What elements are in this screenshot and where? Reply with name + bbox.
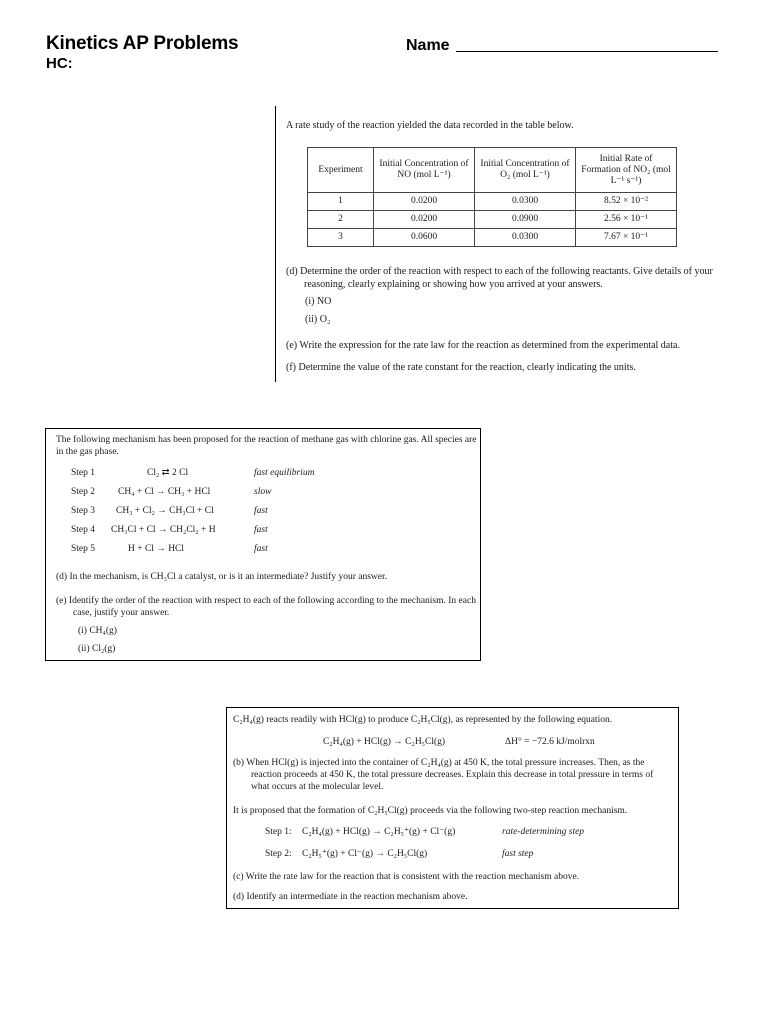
table-cell: 0.0300 [475, 193, 576, 211]
mechanism-intro: It is proposed that the formation of C₂H₅Cl(g) proceeds via the following two-step reaction mechanism. [233, 806, 628, 816]
header-rate: Initial Rate of Formation of NO₂ (mol L⁻¹ s⁻¹) [576, 148, 677, 193]
question-c: (c) Write the rate law for the reaction that is consistent with the reaction mechanism above. [233, 872, 580, 882]
question-e-part-ii: (ii) Cl₂(g) [78, 644, 116, 654]
problem-1-rate-study [275, 106, 716, 382]
step-equation: CH₃Cl + Cl → CH₂Cl₂ + H [111, 525, 216, 535]
question-d: (d) Identify an intermediate in the reaction mechanism above. [233, 892, 468, 902]
header-o2-concentration: Initial Concentration of O₂ (mol L⁻¹) [475, 148, 576, 193]
question-b-line2: reaction proceeds at 450 K, the total pressure decreases. Explain this decrease in total pressure in terms of [251, 770, 654, 780]
table-cell: 0.0900 [475, 211, 576, 229]
step-2-equation: C₂H₅⁺(g) + Cl⁻(g) → C₂H₅Cl(g) [302, 849, 428, 859]
step-2-speed: fast step [502, 849, 534, 859]
step-label: Step 4 [71, 525, 96, 535]
table-cell: 3 [308, 229, 374, 247]
reaction-equation: C₂H₄(g) + HCl(g) → C₂H₅Cl(g) [323, 737, 446, 747]
question-d-part-i: (i) NO [305, 296, 332, 307]
step-speed: fast [254, 544, 268, 554]
step-equation: CH₄ + Cl → CH₃ + HCl [118, 487, 211, 497]
question-f: (f) Determine the value of the rate constant for the reaction, clearly indicating the units. [286, 362, 636, 373]
name-label: Name [406, 37, 450, 54]
question-d: (d) In the mechanism, is CH₃Cl a catalyst, or is it an intermediate? Justify your answer. [56, 572, 387, 582]
question-b-line3: what occurs at the molecular level. [251, 782, 384, 792]
table-cell: 7.67 × 10⁻¹ [576, 229, 677, 247]
table-cell: 2.56 × 10⁻¹ [576, 211, 677, 229]
step-1-equation: C₂H₄(g) + HCl(g) → C₂H₅⁺(g) + Cl⁻(g) [302, 827, 456, 837]
step-speed: fast [254, 525, 268, 535]
step-speed: fast equilibrium [254, 468, 315, 478]
problem-3-intro: C₂H₄(g) reacts readily with HCl(g) to produce C₂H₅Cl(g), as represented by the following equation. [233, 715, 613, 725]
step-equation: Cl₂ ⇄ 2 Cl [147, 468, 189, 478]
table-cell: 8.52 × 10⁻² [576, 193, 677, 211]
question-e: (e) Write the expression for the rate law for the reaction as determined from the experimental data. [286, 340, 680, 351]
step-label: Step 2 [71, 487, 96, 497]
page-title: Kinetics AP Problems [46, 33, 239, 54]
step-label: Step 3 [71, 506, 96, 516]
header-no-concentration: Initial Concentration of NO (mol L⁻¹) [374, 148, 475, 193]
problem-2-intro-line1: The following mechanism has been proposed for the reaction of methane gas with chlorine gas. All species are [56, 435, 477, 445]
problem-3-ethene-hcl-box [226, 707, 679, 909]
problem-1-intro: A rate study of the reaction yielded the data recorded in the table below. [286, 120, 574, 131]
problem-2-mechanism-box [45, 428, 481, 661]
table-cell: 0.0200 [374, 211, 475, 229]
hc-label: HC: [46, 55, 73, 72]
problem-2-intro-line2: in the gas phase. [56, 447, 119, 457]
question-e-line2: case, justify your answer. [73, 608, 170, 618]
question-b-line1: (b) When HCl(g) is injected into the container of C₂H₄(g) at 450 K, the total pressure increases. Then, as the [233, 758, 645, 768]
enthalpy-change: ΔH° = −72.6 kJ/molrxn [505, 737, 595, 747]
header-experiment: Experiment [308, 148, 374, 193]
name-blank-line [456, 51, 718, 52]
question-e-line1: (e) Identify the order of the reaction with respect to each of the following according to the mechanism. In each [56, 596, 476, 606]
rate-data-table [307, 147, 677, 247]
step-label: Step 1 [71, 468, 96, 478]
table-cell: 1 [308, 193, 374, 211]
question-d-part-ii: (ii) O₂ [305, 314, 331, 325]
question-d-line1: (d) Determine the order of the reaction with respect to each of the following reactants. Give details of your [286, 266, 713, 277]
table-header-row [308, 148, 677, 193]
table-cell: 2 [308, 211, 374, 229]
table-cell: 0.0200 [374, 193, 475, 211]
table-cell: 0.0600 [374, 229, 475, 247]
step-speed: slow [254, 487, 272, 497]
table-cell: 0.0300 [475, 229, 576, 247]
step-equation: CH₃ + Cl₂ → CH₃Cl + Cl [116, 506, 214, 516]
table-row [308, 193, 677, 211]
step-label: Step 5 [71, 544, 96, 554]
question-e-part-i: (i) CH₄(g) [78, 626, 117, 636]
step-1-label: Step 1: [265, 827, 292, 837]
step-speed: fast [254, 506, 268, 516]
table-row [308, 229, 677, 247]
step-equation: H + Cl → HCl [128, 544, 185, 554]
step-1-speed: rate-determining step [502, 827, 585, 837]
step-2-label: Step 2: [265, 849, 292, 859]
question-d-line2: reasoning, clearly explaining or showing how you arrived at your answers. [304, 279, 603, 290]
table-row [308, 211, 677, 229]
